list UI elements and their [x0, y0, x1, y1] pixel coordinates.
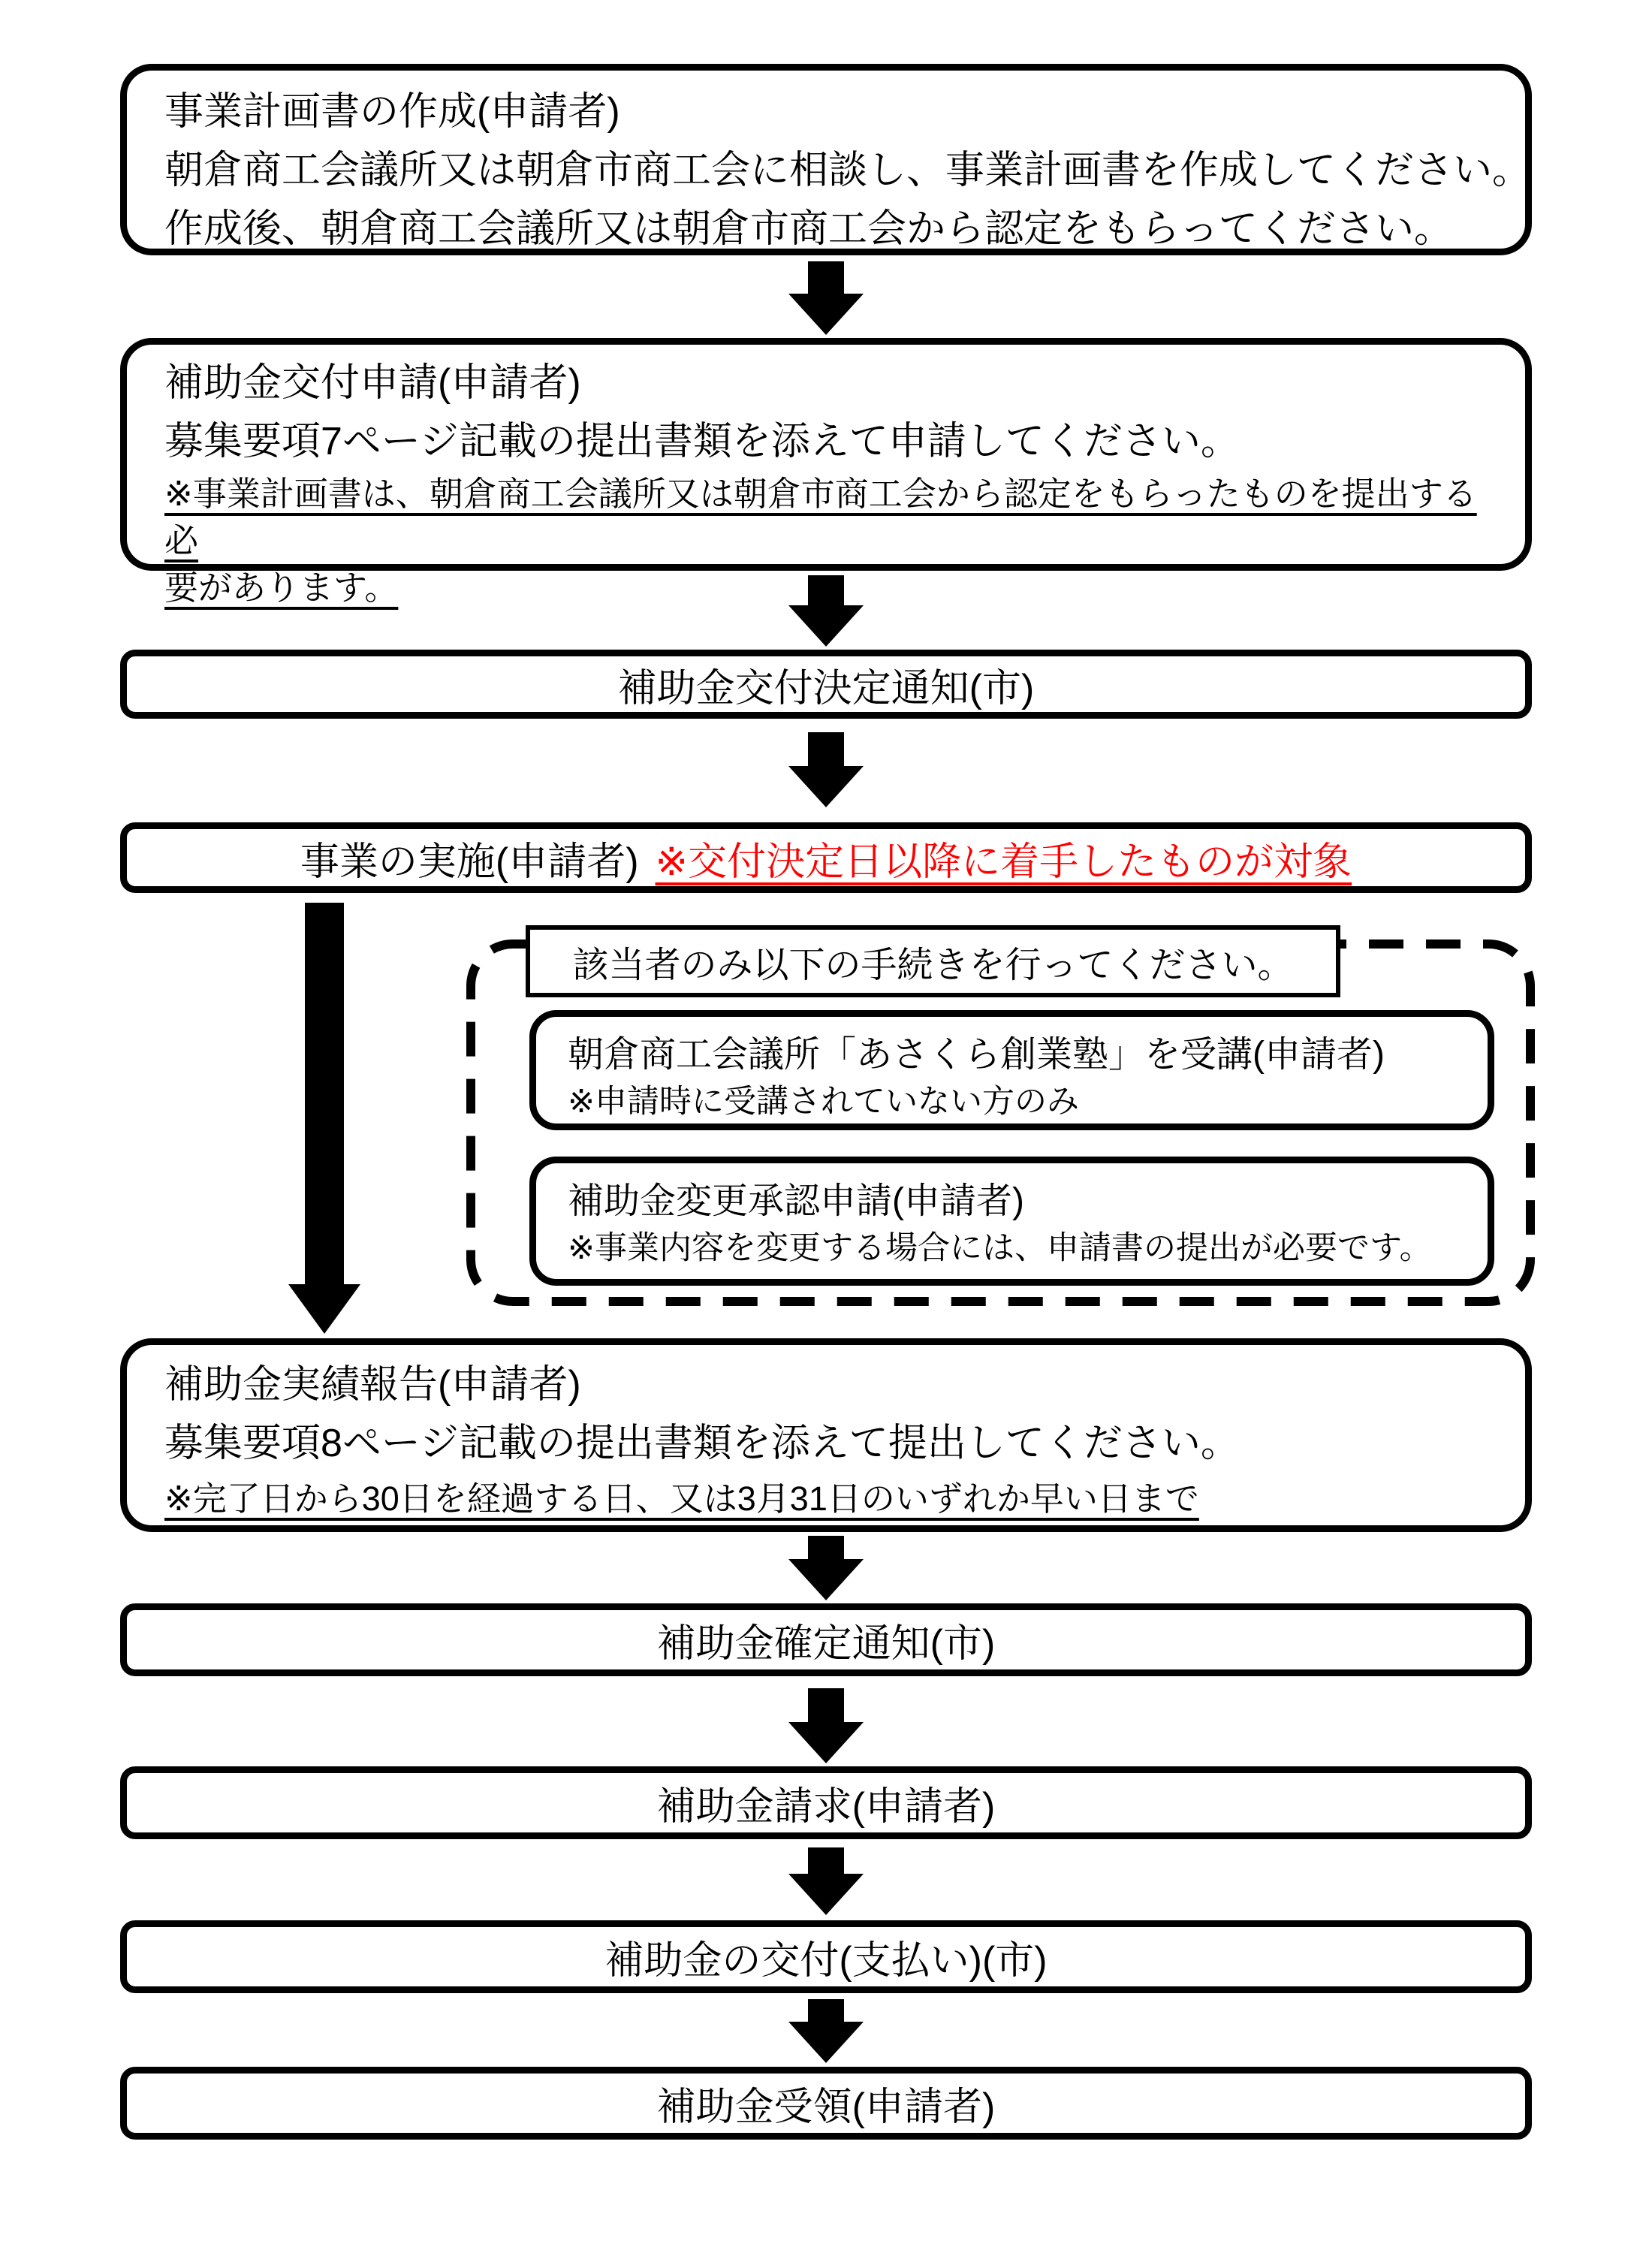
down-arrow-icon: [288, 903, 360, 1334]
conditional-seminar-title: 朝倉商工会議所「あさくら創業塾」を受講(申請者): [568, 1035, 1385, 1075]
conditional-seminar-box: [529, 1010, 1494, 1130]
conditional-header-box: [526, 925, 1340, 997]
step-result-report-box: [120, 1338, 1532, 1532]
step-grant-application-title: 補助金交付申請(申請者): [164, 361, 581, 405]
step-plan-box: [120, 64, 1532, 255]
down-arrow-icon: [788, 1999, 864, 2063]
conditional-seminar-note: ※申請時に受講されていない方のみ: [568, 1084, 1080, 1120]
down-arrow-icon: [788, 1536, 864, 1600]
step-grant-application-note-line1: ※事業計画書は、朝倉商工会議所又は朝倉市商工会から認定をもらったものを提出する必: [164, 475, 1477, 559]
step-grant-application-box: [120, 338, 1532, 607]
conditional-header-label: 該当者のみ以下の手続きを行ってください。: [572, 945, 1294, 985]
down-arrow-icon: [788, 732, 864, 807]
down-arrow-shaft: [808, 1999, 844, 2022]
step-amount-confirmation-box: [120, 1603, 1532, 1676]
down-arrow-icon: [788, 1688, 864, 1763]
step-result-report-title: 補助金実績報告(申請者): [164, 1363, 581, 1407]
step-implementation-red-note: ※交付決定日以降に着手したものが対象: [655, 840, 1352, 884]
step-grant-decision-box: [120, 650, 1532, 719]
step-payment-label: 補助金の交付(支払い)(市): [604, 1939, 1048, 1983]
down-arrow-head: [788, 605, 864, 647]
step-amount-confirmation-label: 補助金確定通知(市): [656, 1622, 996, 1666]
down-arrow-icon: [788, 261, 864, 335]
down-arrow-shaft: [808, 732, 844, 766]
step-grant-application-note-line2: 要があります。: [164, 569, 399, 607]
down-arrow-icon: [788, 1847, 864, 1915]
down-arrow-shaft: [808, 261, 844, 294]
step-receipt-box: [120, 2067, 1532, 2140]
step-plan-line2: 朝倉商工会議所又は朝倉市商工会に相談し、事業計画書を作成してください。: [164, 149, 1532, 192]
step-claim-label: 補助金請求(申請者): [656, 1785, 996, 1829]
step-plan-line3: 作成後、朝倉商工会議所又は朝倉市商工会から認定をもらってください。: [164, 207, 1454, 251]
down-arrow-head: [788, 766, 864, 807]
down-arrow-head: [788, 1559, 864, 1600]
conditional-change-request-note: ※事業内容を変更する場合には、申請書の提出が必要です。: [568, 1230, 1432, 1266]
step-claim-box: [120, 1766, 1532, 1839]
down-arrow-head: [288, 1284, 360, 1334]
down-arrow-head: [788, 2022, 864, 2063]
step-grant-decision-label: 補助金交付決定通知(市): [617, 666, 1035, 710]
step-plan-title: 事業計画書の作成(申請者): [164, 90, 620, 134]
step-implementation-label: 事業の実施(申請者): [300, 840, 639, 884]
step-grant-application-line2: 募集要項7ページ記載の提出書類を添えて申請してください。: [164, 420, 1240, 463]
down-arrow-shaft: [808, 1688, 844, 1722]
step-implementation-box: [120, 822, 1532, 893]
step-payment-box: [120, 1920, 1532, 1993]
down-arrow-shaft: [808, 1847, 844, 1874]
step-receipt-label: 補助金受領(申請者): [656, 2086, 996, 2129]
step-result-report-line2: 募集要項8ページ記載の提出書類を添えて提出してください。: [164, 1422, 1240, 1465]
down-arrow-head: [788, 294, 864, 335]
down-arrow-shaft: [808, 1536, 844, 1559]
conditional-change-request-box: [529, 1157, 1494, 1286]
down-arrow-head: [788, 1722, 864, 1763]
step-result-report-note: ※完了日から30日を経過する日、又は3月31日のいずれか早い日まで: [164, 1479, 1199, 1518]
down-arrow-head: [788, 1874, 864, 1915]
down-arrow-shaft: [305, 903, 344, 1284]
conditional-change-request-title: 補助金変更承認申請(申請者): [568, 1181, 1024, 1221]
